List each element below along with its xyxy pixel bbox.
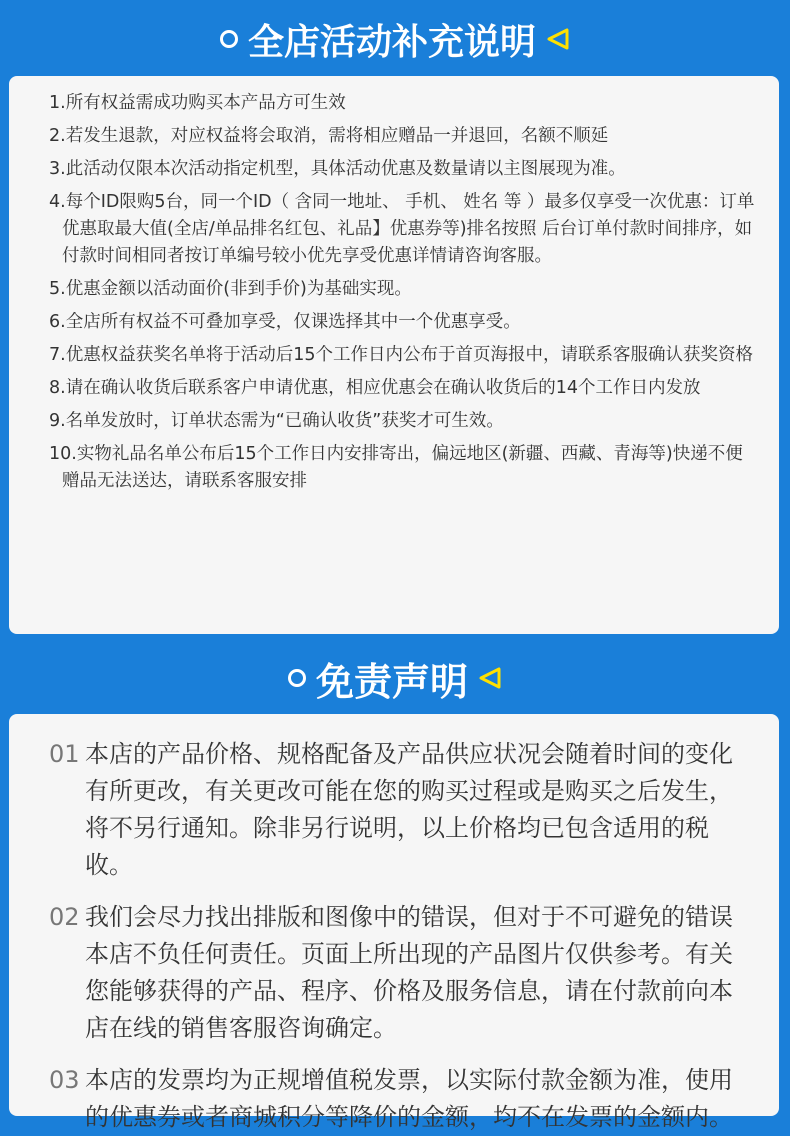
- rule-text: 优惠权益获奖名单将于活动后15个工作日内公布于首页海报中，请联系客服确认获奖资格: [65, 345, 753, 365]
- activity-rules-panel: [9, 76, 779, 634]
- rule-number: 4.: [49, 192, 66, 212]
- rule-text: 若发生退款，对应权益将会取消，需将相应赠品一并退回，名额不顺延: [65, 126, 609, 146]
- rule-item: [49, 408, 759, 435]
- rule-item: [49, 123, 759, 150]
- rule-text: 请在确认收货后联系客户申请优惠，相应优惠会在确认收货后的14个工作日内发放: [65, 378, 701, 398]
- rule-text: 此活动仅限本次活动指定机型，具体活动优惠及数量请以主图展现为准。: [65, 159, 626, 179]
- disclaimer-item: [49, 736, 755, 884]
- rule-item: [49, 90, 759, 117]
- rule-item: [49, 156, 759, 183]
- rule-number: 3.: [49, 159, 66, 179]
- rule-number: 1.: [49, 93, 66, 113]
- disclaimer-panel: [9, 714, 779, 1131]
- disclaimer-number: 03: [49, 1066, 80, 1094]
- rule-text: 每个ID限购5台，同一个ID（ 含同一地址、 手机、 姓名 等 ）最多仅享受一次优惠：订单优惠取最大值(全店/单品排名红包、礼品】优惠券等)排名按照 后台订单付款时间排序，如付款时间相同者按订单编号较小优先享受优惠详情请咨询客服。: [62, 192, 755, 266]
- section-title-disclaimer: [0, 648, 790, 708]
- rule-number: 5.: [49, 279, 66, 299]
- disclaimer-text: 我们会尽力找出排版和图像中的错误，但对于不可避免的错误本店不负任何责任。页面上所出现的产品图片仅供参考。有关您能够获得的产品、程序、价格及服务信息，请在付款前向本店在线的销售客服咨询确定。: [85, 903, 733, 1042]
- rule-number: 7.: [49, 345, 66, 365]
- rule-item: [49, 276, 759, 303]
- section-title-activity: [0, 10, 790, 68]
- rule-number: 10.: [49, 444, 77, 464]
- triangle-icon: [478, 666, 502, 690]
- rule-number: 9.: [49, 411, 66, 431]
- disclaimer-text: 本店的产品价格、规格配备及产品供应状况会随着时间的变化有所更改，有关更改可能在您的购买过程或是购买之后发生，将不另行通知。除非另行说明，以上价格均已包含适用的税收。: [85, 740, 733, 879]
- activity-rules-list: [49, 90, 759, 495]
- triangle-icon: [546, 27, 570, 51]
- rule-text: 所有权益需成功购买本产品方可生效: [65, 93, 346, 113]
- rule-number: 2.: [49, 126, 66, 146]
- disclaimer-item: [49, 899, 755, 1047]
- circle-icon: [220, 30, 238, 48]
- rule-number: 8.: [49, 378, 66, 398]
- circle-icon: [288, 669, 306, 687]
- rule-item: [49, 309, 759, 336]
- rule-text: 名单发放时，订单状态需为“已确认收货”获奖才可生效。: [65, 411, 504, 431]
- section-title-text: 全店活动补充说明: [247, 21, 536, 63]
- rule-item: [49, 342, 759, 369]
- rule-text: 优惠金额以活动面价(非到手价)为基础实现。: [65, 279, 412, 299]
- rule-text: 实物礼品名单公布后15个工作日内安排寄出，偏远地区(新疆、西藏、青海等)快递不便赠品无法送达，请联系客服安排: [62, 444, 743, 491]
- rule-text: 全店所有权益不可叠加享受，仅课选择其中一个优惠享受。: [65, 312, 521, 332]
- rule-item: [49, 441, 759, 495]
- section-title-text: 免责声明: [315, 659, 468, 704]
- rule-number: 6.: [49, 312, 66, 332]
- disclaimer-list: [49, 736, 755, 1136]
- disclaimer-number: 01: [49, 740, 80, 768]
- rule-item: [49, 375, 759, 402]
- disclaimer-item: [49, 1062, 755, 1136]
- disclaimer-text: 本店的发票均为正规增值税发票，以实际付款金额为准，使用的优惠券或者商城积分等降价的金额，均不在发票的金额内。: [85, 1066, 733, 1131]
- rule-item: [49, 189, 759, 270]
- disclaimer-number: 02: [49, 903, 80, 931]
